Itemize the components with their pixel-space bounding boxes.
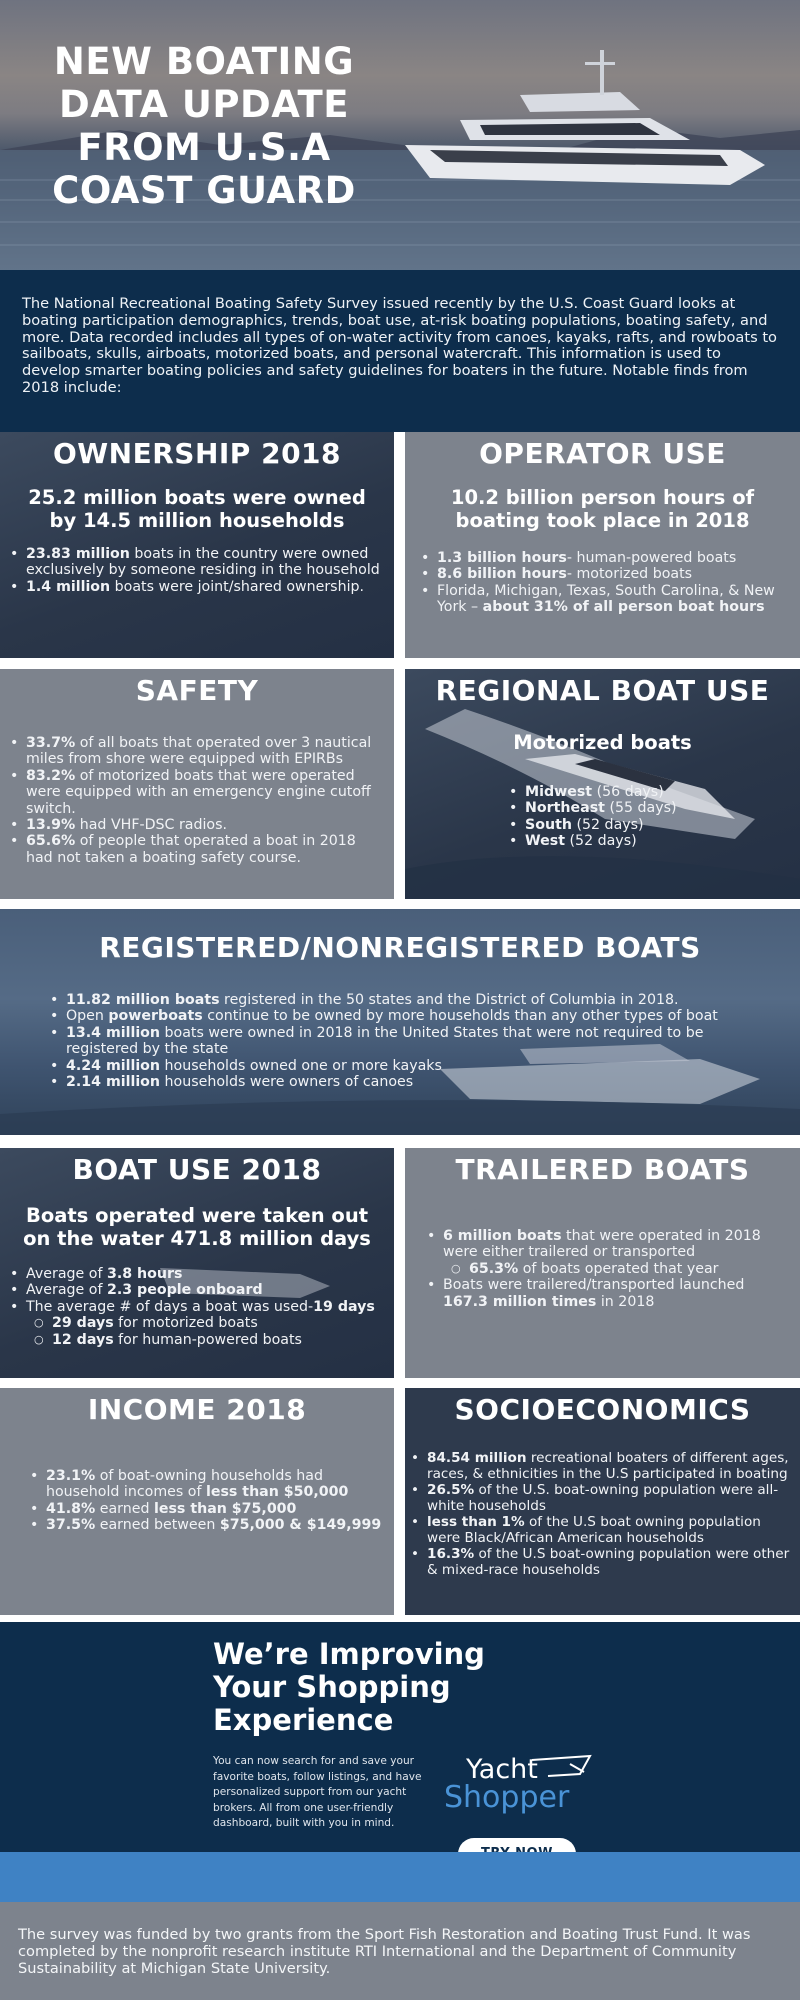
list-item: • 84.54 million recreational boaters of different ages, races, & ethnicities in the U.S participated in boating <box>407 1450 798 1482</box>
accent-strip <box>0 1852 800 1902</box>
socio-panel <box>405 1388 800 1615</box>
list-item: • Midwest (56 days) <box>505 784 800 800</box>
list-item: • The average # of days a boat was used-19 days <box>6 1299 388 1315</box>
list-item: • less than 1% of the U.S boat owning population were Black/African American households <box>407 1514 798 1546</box>
income-list <box>26 1468 382 1534</box>
list-item: • 11.82 million boats registered in the 50 states and the District of Columbia in 2018. <box>46 992 760 1008</box>
socio-title: SOCIOECONOMICS <box>454 1393 751 1426</box>
boatuse-subtitle: Boats operated were taken out on the water 471.8 million days <box>23 1204 371 1250</box>
boatuse-title: BOAT USE 2018 <box>72 1153 322 1186</box>
list-item: ○ 29 days for motorized boats <box>6 1315 388 1331</box>
list-item: • 83.2% of motorized boats that were operated were equipped with an emergency engine cutoff switch. <box>6 768 382 817</box>
ownership-subtitle: 25.2 million boats were owned by 14.5 million households <box>28 486 366 532</box>
ownership-title: OWNERSHIP 2018 <box>52 437 342 470</box>
list-item: • 26.5% of the U.S. boat-owning population were all-white households <box>407 1482 798 1514</box>
list-item: • 4.24 million households owned one or more kayaks <box>46 1058 760 1074</box>
list-item: ○ 65.3% of boats operated that year <box>423 1261 778 1277</box>
promo-title: We’re Improving Your Shopping Experience <box>213 1637 485 1737</box>
operator-title: OPERATOR USE <box>479 437 726 470</box>
list-item: • 23.83 million boats in the country were owned exclusively by someone residing in the household <box>6 546 384 579</box>
safety-list <box>6 735 382 866</box>
list-item: • 65.6% of people that operated a boat in 2018 had not taken a boating safety course. <box>6 833 382 866</box>
trailered-list <box>423 1228 778 1310</box>
logo-text-top: Yacht <box>466 1754 538 1785</box>
logo-text-bottom: Shopper <box>444 1780 570 1815</box>
list-item: • 16.3% of the U.S boat-owning population were other & mixed-race households <box>407 1546 798 1578</box>
list-item: • 6 million boats that were operated in 2018 were either trailered or transported <box>423 1228 778 1261</box>
regional-panel <box>405 669 800 899</box>
regional-subtitle: Motorized boats <box>513 731 692 754</box>
intro-text: The National Recreational Boating Safety Survey issued recently by the U.S. Coast Guard looks at boating participation demographics, trends, boat use, at-risk boating populations, boating safety, and more. Data recorded includes all types of on-water activity from canoes, kayaks, rafts, and rowboats to sailboats, skulls, airboats, motorized boats, and personal watercraft. This information is used to develop smarter boating policies and safety guidelines for boaters in the future. Notable finds from 2018 include: <box>22 295 777 396</box>
ownership-panel <box>0 432 394 658</box>
list-item: • 1.3 billion hours- human-powered boats <box>417 550 778 566</box>
list-item: • Boats were trailered/transported launched 167.3 million times in 2018 <box>423 1277 778 1310</box>
operator-panel <box>405 432 800 658</box>
list-item: • 8.6 billion hours- motorized boats <box>417 566 778 582</box>
registered-list <box>46 992 760 1090</box>
list-item: • Northeast (55 days) <box>505 800 800 816</box>
yacht-shopper-logo[interactable] <box>440 1750 620 1820</box>
registered-panel <box>0 909 800 1135</box>
promo-section <box>0 1622 800 1852</box>
registered-title: REGISTERED/NONREGISTERED BOATS <box>99 931 701 964</box>
list-item: • 23.1% of boat-owning households had household incomes of less than $50,000 <box>26 1468 382 1501</box>
list-item: • Open powerboats continue to be owned by more households than any other types of boat <box>46 1008 760 1024</box>
list-item: • West (52 days) <box>505 833 800 849</box>
list-item: • 13.4 million boats were owned in 2018 in the United States that were not required to be registered by the state <box>46 1025 760 1058</box>
operator-subtitle: 10.2 billion person hours of boating took place in 2018 <box>450 486 755 532</box>
regional-title: REGIONAL BOAT USE <box>435 674 770 707</box>
list-item: • South (52 days) <box>505 817 800 833</box>
list-item: • 37.5% earned between $75,000 & $149,999 <box>26 1517 382 1533</box>
list-item: • 33.7% of all boats that operated over 3 nautical miles from shore were equipped with EPIRBs <box>6 735 382 768</box>
trailered-title: TRAILERED BOATS <box>455 1153 750 1186</box>
income-title: INCOME 2018 <box>87 1393 307 1426</box>
list-item: ○ 12 days for human-powered boats <box>6 1332 388 1348</box>
income-panel <box>0 1388 394 1615</box>
page-title: NEW BOATING DATA UPDATE FROM U.S.A COAST GUARD <box>52 40 356 212</box>
socio-list <box>407 1450 798 1578</box>
trailered-panel <box>405 1148 800 1378</box>
promo-text: You can now search for and save your favorite boats, follow listings, and have personalized support from our yacht brokers. All from one user-friendly dashboard, built with you in mind. <box>213 1755 422 1829</box>
list-item: • Average of 2.3 people onboard <box>6 1282 388 1298</box>
safety-title: SAFETY <box>135 674 259 707</box>
list-item: • 13.9% had VHF-DSC radios. <box>6 817 382 833</box>
list-item: • 1.4 million boats were joint/shared ownership. <box>6 579 384 595</box>
list-item: • 2.14 million households were owners of canoes <box>46 1074 760 1090</box>
list-item: • Florida, Michigan, Texas, South Carolina, & New York – about 31% of all person boat hours <box>417 583 778 616</box>
safety-panel <box>0 669 394 899</box>
boatuse-list <box>6 1266 388 1348</box>
intro-section <box>0 270 800 432</box>
boatuse-panel <box>0 1148 394 1378</box>
hero-banner <box>0 0 800 270</box>
list-item: • 41.8% earned less than $75,000 <box>26 1501 382 1517</box>
ownership-list <box>6 546 384 595</box>
footer <box>0 1902 800 2000</box>
operator-list <box>417 550 778 616</box>
footer-text: The survey was funded by two grants from the Sport Fish Restoration and Boating Trust Fund. It was completed by the nonprofit research institute RTI International and the Department of Community Sustainability at Michigan State University. <box>18 1926 751 1977</box>
regional-list <box>505 784 800 850</box>
list-item: • Average of 3.8 hours <box>6 1266 388 1282</box>
